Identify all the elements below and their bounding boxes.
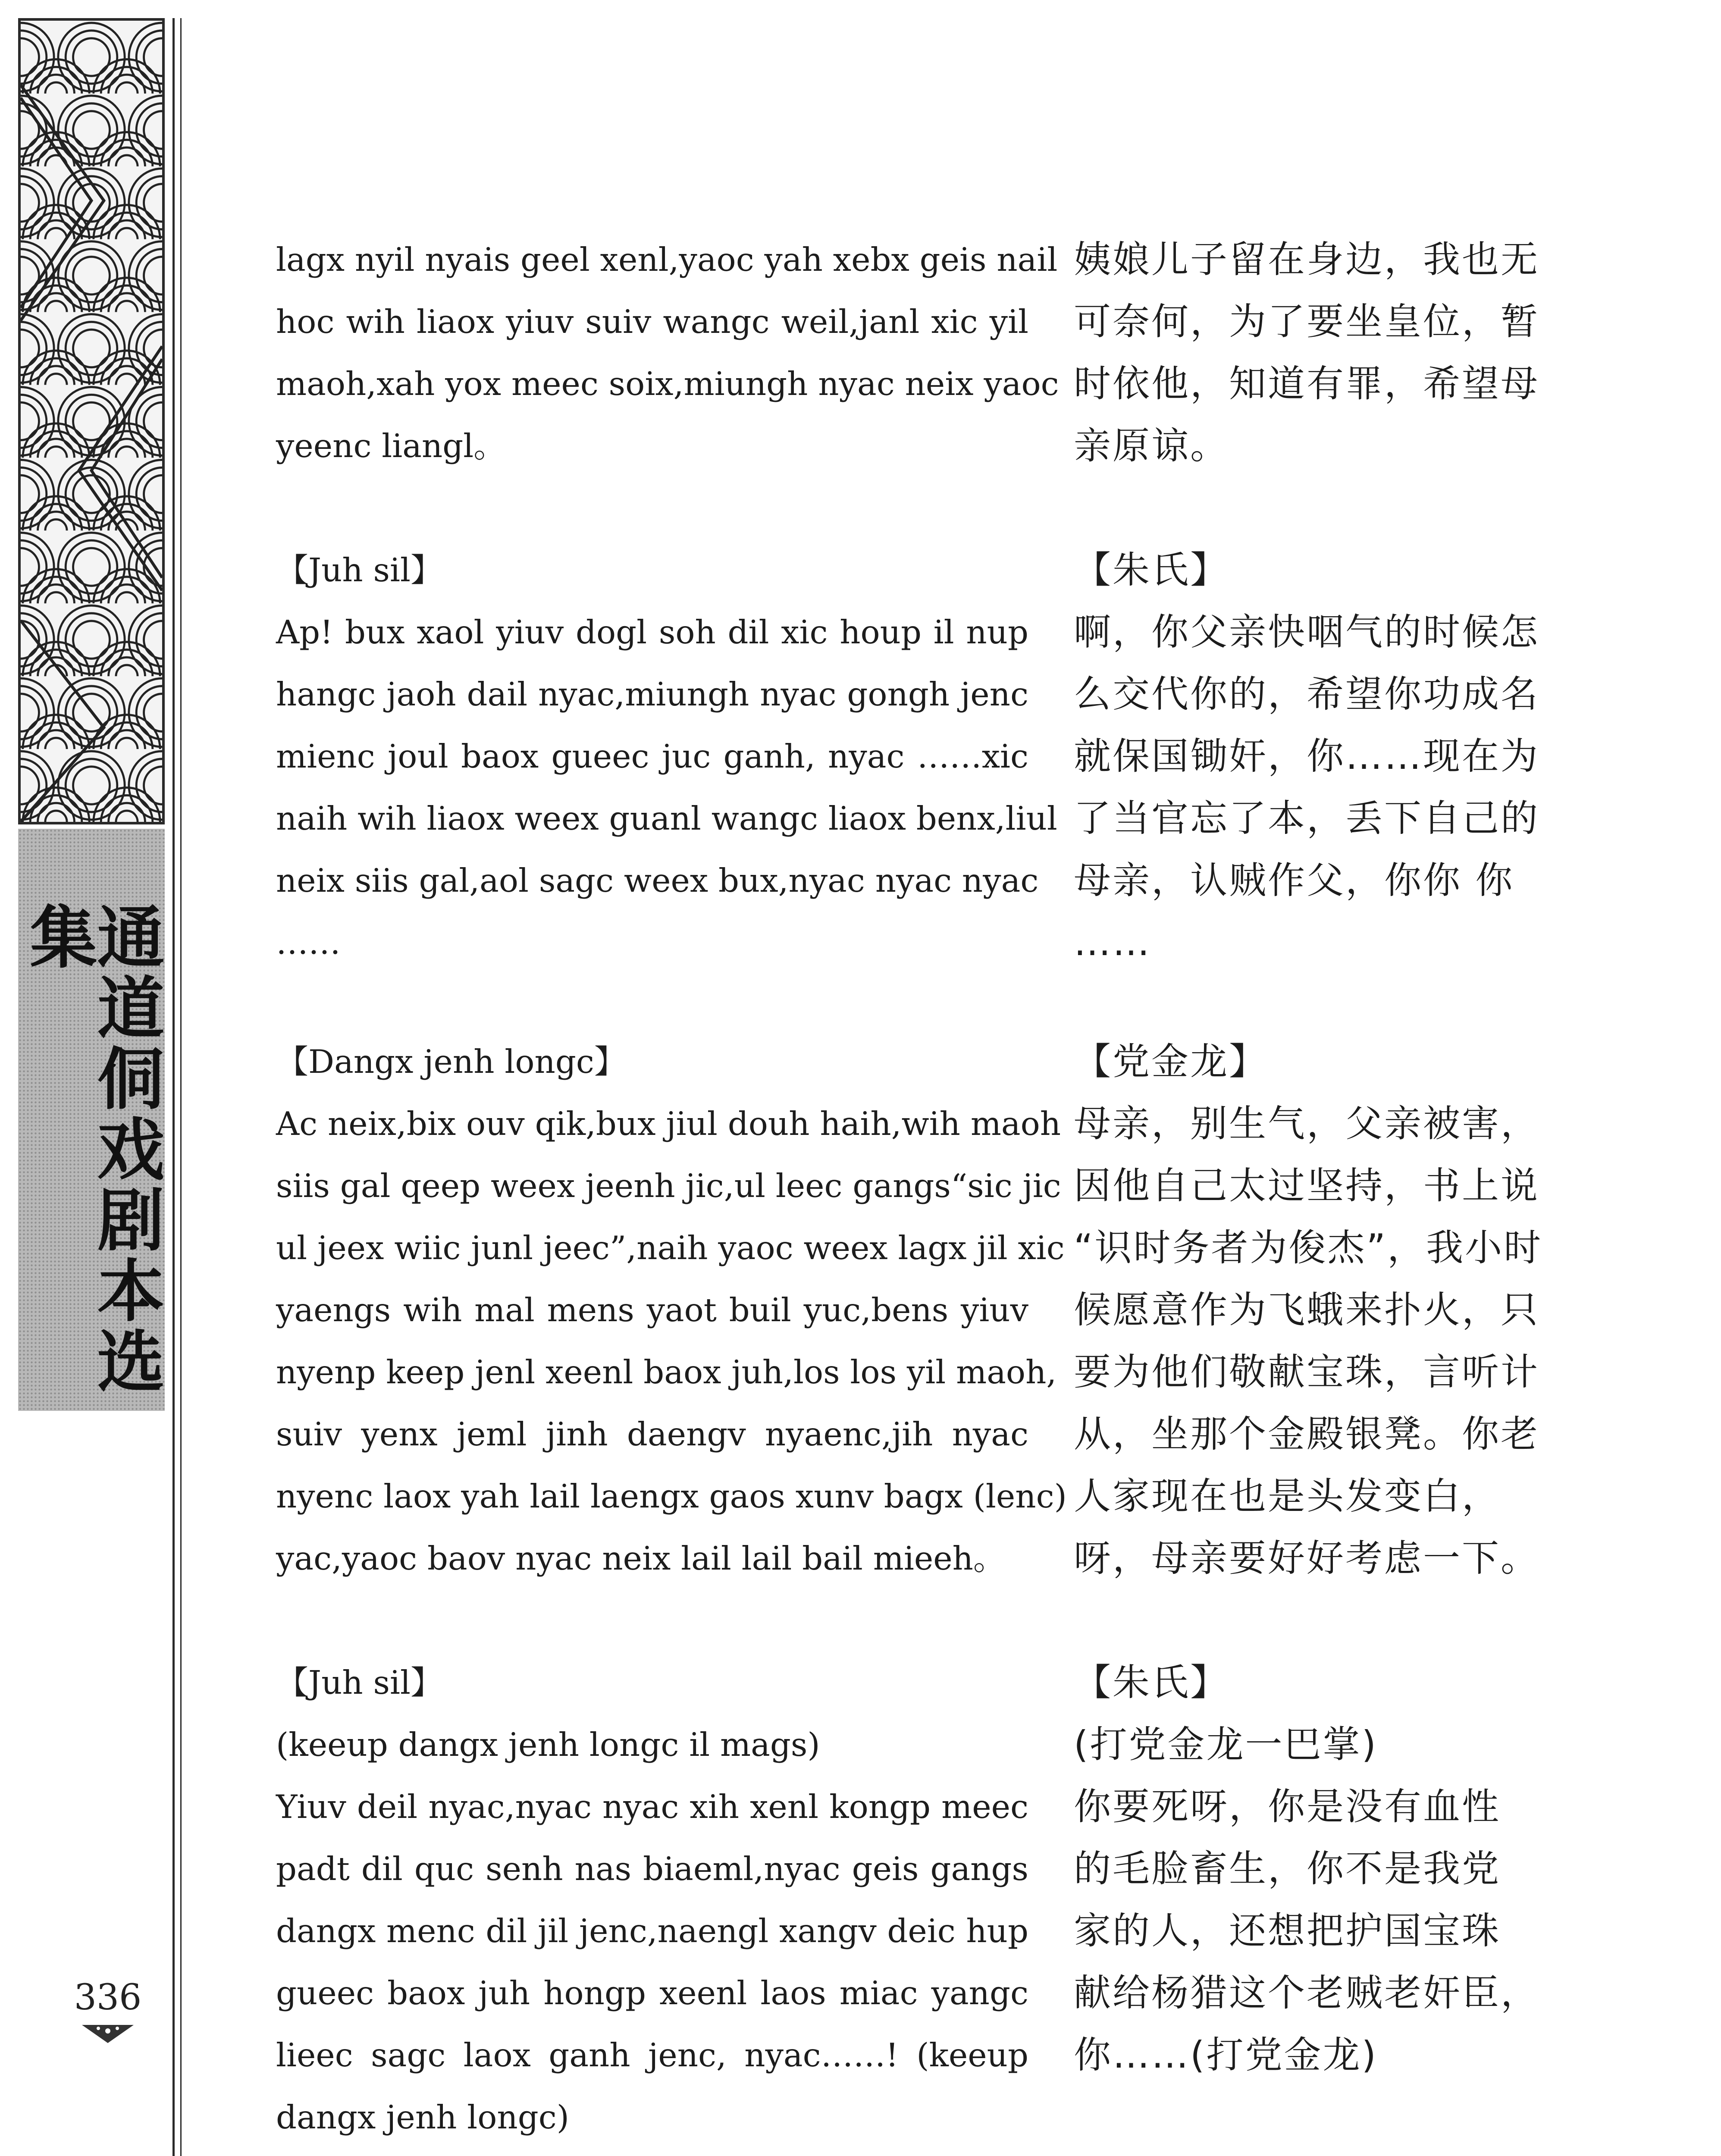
text-line: 母亲，别生气，父亲被害，	[1074, 1102, 1539, 1145]
page-number: 336	[74, 1977, 142, 2018]
text-line: 了当官忘了本，丢下自己的	[1074, 797, 1539, 840]
text-line: 候愿意作为飞蛾来扑火，只	[1074, 1288, 1539, 1332]
stage-direction: (keeup dangx jenh longc il mags)	[276, 1726, 820, 1764]
text-line: mienc joul baox gueec juc ganh, nyac ……xic	[276, 737, 1028, 775]
text-line: dangx jenh longc)	[276, 2098, 569, 2136]
text-line: 啊，你父亲快咽气的时候怎	[1074, 611, 1539, 654]
dialogue-block	[276, 539, 1057, 974]
text-line: 你要死呀，你是没有血性	[1074, 1785, 1501, 1828]
text-line: dangx menc dil jil jenc,naengl xangv deic hup	[276, 1912, 1028, 1950]
cloud-pattern-ornament	[18, 18, 165, 824]
text-line: 么交代你的，希望你功成名	[1074, 673, 1539, 716]
text-line: maoh,xah yox meec soix,miungh nyac neix yaoc	[276, 365, 1059, 403]
text-line: Ap! bux xaol yiuv dogl soh dil xic houp il nup	[276, 613, 1028, 651]
speaker-label: 【Juh sil】	[276, 551, 443, 589]
dialogue-block	[276, 1651, 1028, 2148]
page-number-ornament	[82, 2022, 134, 2044]
speaker-label: 【Juh sil】	[276, 1664, 443, 1702]
text-line: 可奈何，为了要坐皇位，暂	[1074, 300, 1539, 343]
speaker-label: 【党金龙】	[1074, 1040, 1268, 1083]
text-line: hoc wih liaox yiuv suiv wangc weil,janl xic yil	[276, 303, 1028, 341]
text-line: 人家现在也是头发变白，	[1074, 1475, 1501, 1518]
text-line: yeenc liangl。	[276, 427, 506, 465]
text-line: 因他自己太过坚持，书上说	[1074, 1164, 1539, 1207]
text-line: hangc jaoh dail nyac,miungh nyac gongh jenc	[276, 675, 1028, 713]
text-line: 亲原谅。	[1074, 424, 1229, 467]
margin-rule-thin	[180, 18, 182, 2156]
text-line: lieec sagc laox ganh jenc, nyac……! (keeup	[276, 2036, 1028, 2074]
text-line: yaengs wih mal mens yaot buil yuc,bens yiuv	[276, 1291, 1028, 1329]
text-line: ul jeex wiic junl jeec”,naih yaoc weex lagx jil xic	[276, 1229, 1065, 1267]
text-line: suiv yenx jeml jinh daengv nyaenc,jih nyac	[276, 1415, 1028, 1453]
dialogue-block	[1074, 539, 1548, 974]
text-line: siis gal qeep weex jeenh jic,ul leec gangs“sic jic	[276, 1167, 1061, 1205]
book-title-panel	[18, 829, 165, 1411]
decorative-margin	[18, 18, 165, 1411]
text-line: ……	[276, 924, 341, 962]
text-line: 你……(打党金龙)	[1074, 2034, 1378, 2077]
text-line: neix siis gal,aol sagc weex bux,nyac nyac nyac	[276, 862, 1039, 899]
text-line: 献给杨猎这个老贼老奸臣，	[1074, 1971, 1539, 2015]
dialogue-block	[1074, 1031, 1548, 1589]
text-line: padt dil quc senh nas biaeml,nyac geis gangs	[276, 1850, 1028, 1888]
text-line: naih wih liaox weex guanl wangc liaox benx,liul	[276, 799, 1057, 837]
text-line: nyenp keep jenl xeenl baox juh,los los yil maoh,	[276, 1353, 1057, 1391]
text-line: 就保国锄奸，你……现在为	[1074, 735, 1539, 778]
text-line: “识时务者为俊杰”，我小时	[1074, 1226, 1543, 1269]
text-line: Ac neix,bix ouv qik,bux jiul douh haih,wih maoh	[276, 1105, 1061, 1143]
speaker-label: 【Dangx jenh longc】	[276, 1043, 627, 1081]
text-line: 姨娘儿子留在身边，我也无	[1074, 238, 1539, 281]
speaker-label: 【朱氏】	[1074, 1661, 1229, 1704]
text-line: 要为他们敬献宝珠，言听计	[1074, 1351, 1539, 1394]
speaker-label: 【朱氏】	[1074, 548, 1229, 592]
text-line: nyenc laox yah lail laengx gaos xunv bagx (lenc)	[276, 1477, 1067, 1515]
text-line: 母亲，认贼作父，你你 你	[1074, 859, 1514, 902]
text-line: 从，坐那个金殿银凳。你老	[1074, 1413, 1539, 1456]
text-line: Yiuv deil nyac,nyac nyac xih xenl kongp meec	[276, 1788, 1028, 1826]
dialogue-block	[1074, 229, 1548, 477]
dialogue-block	[276, 1031, 1067, 1589]
text-line: 的毛脸畜生，你不是我党	[1074, 1847, 1501, 1890]
text-line: 呀，母亲要好好考虑一下。	[1074, 1537, 1539, 1580]
dialogue-block	[1074, 1651, 1548, 2086]
text-line: ……	[1074, 921, 1151, 964]
text-line: gueec baox juh hongp xeenl laos miac yangc	[276, 1974, 1028, 2012]
stage-direction: (打党金龙一巴掌)	[1074, 1723, 1378, 1766]
text-line: 家的人，还想把护国宝珠	[1074, 1909, 1501, 1952]
dialogue-block	[276, 229, 1059, 477]
text-line: yac,yaoc baov nyac neix lail lail bail mieeh。	[276, 1539, 1006, 1577]
text-line: 时依他，知道有罪，希望母	[1074, 362, 1539, 405]
book-title: 通道侗戏剧本选集	[19, 902, 164, 1397]
text-line: lagx nyil nyais geel xenl,yaoc yah xebx geis nail	[276, 241, 1058, 279]
margin-rule	[172, 18, 175, 2156]
